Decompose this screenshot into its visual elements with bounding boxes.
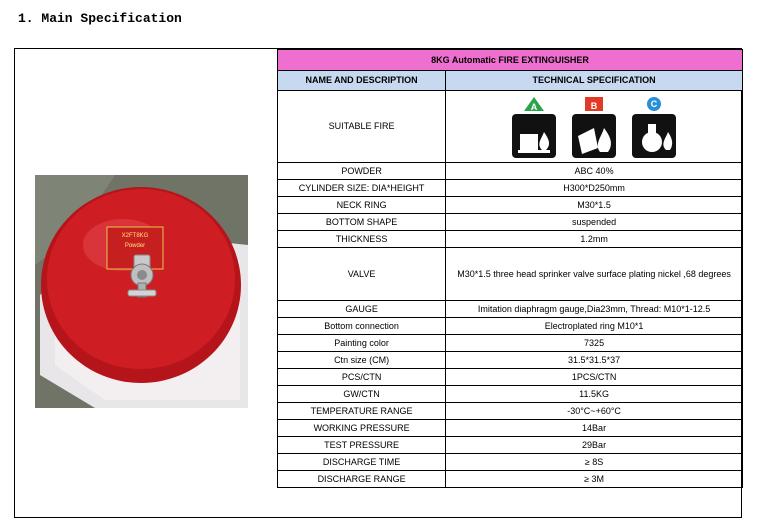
class-a-badge-icon	[523, 96, 545, 112]
spec-value: ≥ 8S	[446, 454, 743, 471]
class-c-badge-icon	[643, 96, 665, 112]
table-row	[278, 386, 743, 403]
spec-name: VALVE	[278, 248, 446, 301]
table-row	[278, 231, 743, 248]
spec-name: WORKING PRESSURE	[278, 420, 446, 437]
product-photo	[35, 175, 248, 408]
col-header-spec: TECHNICAL SPECIFICATION	[446, 71, 743, 91]
col-header-name: NAME AND DESCRIPTION	[278, 71, 446, 91]
fire-class-b	[572, 96, 616, 158]
spec-value: 29Bar	[446, 437, 743, 454]
spec-name: CYLINDER SIZE: DIA*HEIGHT	[278, 180, 446, 197]
class-a-letter: A	[530, 101, 538, 112]
gas-fire-icon	[632, 114, 676, 158]
fire-class-c	[632, 96, 676, 158]
spec-table	[277, 49, 743, 488]
spec-value: Electroplated ring M10*1	[446, 318, 743, 335]
spec-value: M30*1.5	[446, 197, 743, 214]
spec-value: H300*D250mm	[446, 180, 743, 197]
table-title: 8KG Automatic FIRE EXTINGUISHER	[278, 50, 743, 71]
spec-name: DISCHARGE TIME	[278, 454, 446, 471]
table-row	[278, 369, 743, 386]
spec-value: 31.5*31.5*37	[446, 352, 743, 369]
table-row	[278, 318, 743, 335]
table-row	[278, 248, 743, 301]
spec-value: ≥ 3M	[446, 471, 743, 488]
spec-name: PCS/CTN	[278, 369, 446, 386]
spec-name: THICKNESS	[278, 231, 446, 248]
table-row	[278, 335, 743, 352]
section-heading: 1. Main Specification	[18, 11, 182, 26]
spec-value: M30*1.5 three head sprinker valve surface plating nickel ,68 degrees	[446, 248, 743, 301]
table-row	[278, 352, 743, 369]
class-c-letter: C	[650, 98, 658, 109]
spec-value: 1.2mm	[446, 231, 743, 248]
suitable-fire-label: SUITABLE FIRE	[278, 91, 446, 163]
table-row	[278, 403, 743, 420]
fire-class-a	[512, 96, 556, 158]
class-b-letter: B	[590, 100, 598, 111]
table-row	[278, 180, 743, 197]
table-row	[278, 437, 743, 454]
spec-name: POWDER	[278, 163, 446, 180]
spec-value: suspended	[446, 214, 743, 231]
spec-name: NECK RING	[278, 197, 446, 214]
table-row	[278, 214, 743, 231]
spec-value: 14Bar	[446, 420, 743, 437]
spec-value: -30°C~+60°C	[446, 403, 743, 420]
solid-fire-icon	[512, 114, 556, 158]
spec-name: TEST PRESSURE	[278, 437, 446, 454]
spec-name: DISCHARGE RANGE	[278, 471, 446, 488]
table-row	[278, 163, 743, 180]
table-row	[278, 420, 743, 437]
spec-name: GW/CTN	[278, 386, 446, 403]
spec-value: 7325	[446, 335, 743, 352]
spec-name: Ctn size (CM)	[278, 352, 446, 369]
table-row	[278, 454, 743, 471]
spec-value: 11.5KG	[446, 386, 743, 403]
spec-name: Bottom connection	[278, 318, 446, 335]
photo-label-top: X2FT8KG	[121, 233, 149, 239]
table-row	[278, 301, 743, 318]
spec-value: 1PCS/CTN	[446, 369, 743, 386]
spec-name: BOTTOM SHAPE	[278, 214, 446, 231]
class-b-badge-icon	[583, 96, 605, 112]
table-row	[278, 471, 743, 488]
spec-name: GAUGE	[278, 301, 446, 318]
liquid-fire-icon	[572, 114, 616, 158]
spec-frame	[14, 48, 742, 518]
photo-label-main: Powder	[124, 243, 146, 249]
spec-name: TEMPERATURE RANGE	[278, 403, 446, 420]
table-row	[278, 197, 743, 214]
suitable-fire-icons	[446, 91, 743, 163]
spec-value: ABC 40%	[446, 163, 743, 180]
spec-value: Imitation diaphragm gauge,Dia23mm, Thread: M10*1-12.5	[446, 301, 743, 318]
spec-name: Painting color	[278, 335, 446, 352]
